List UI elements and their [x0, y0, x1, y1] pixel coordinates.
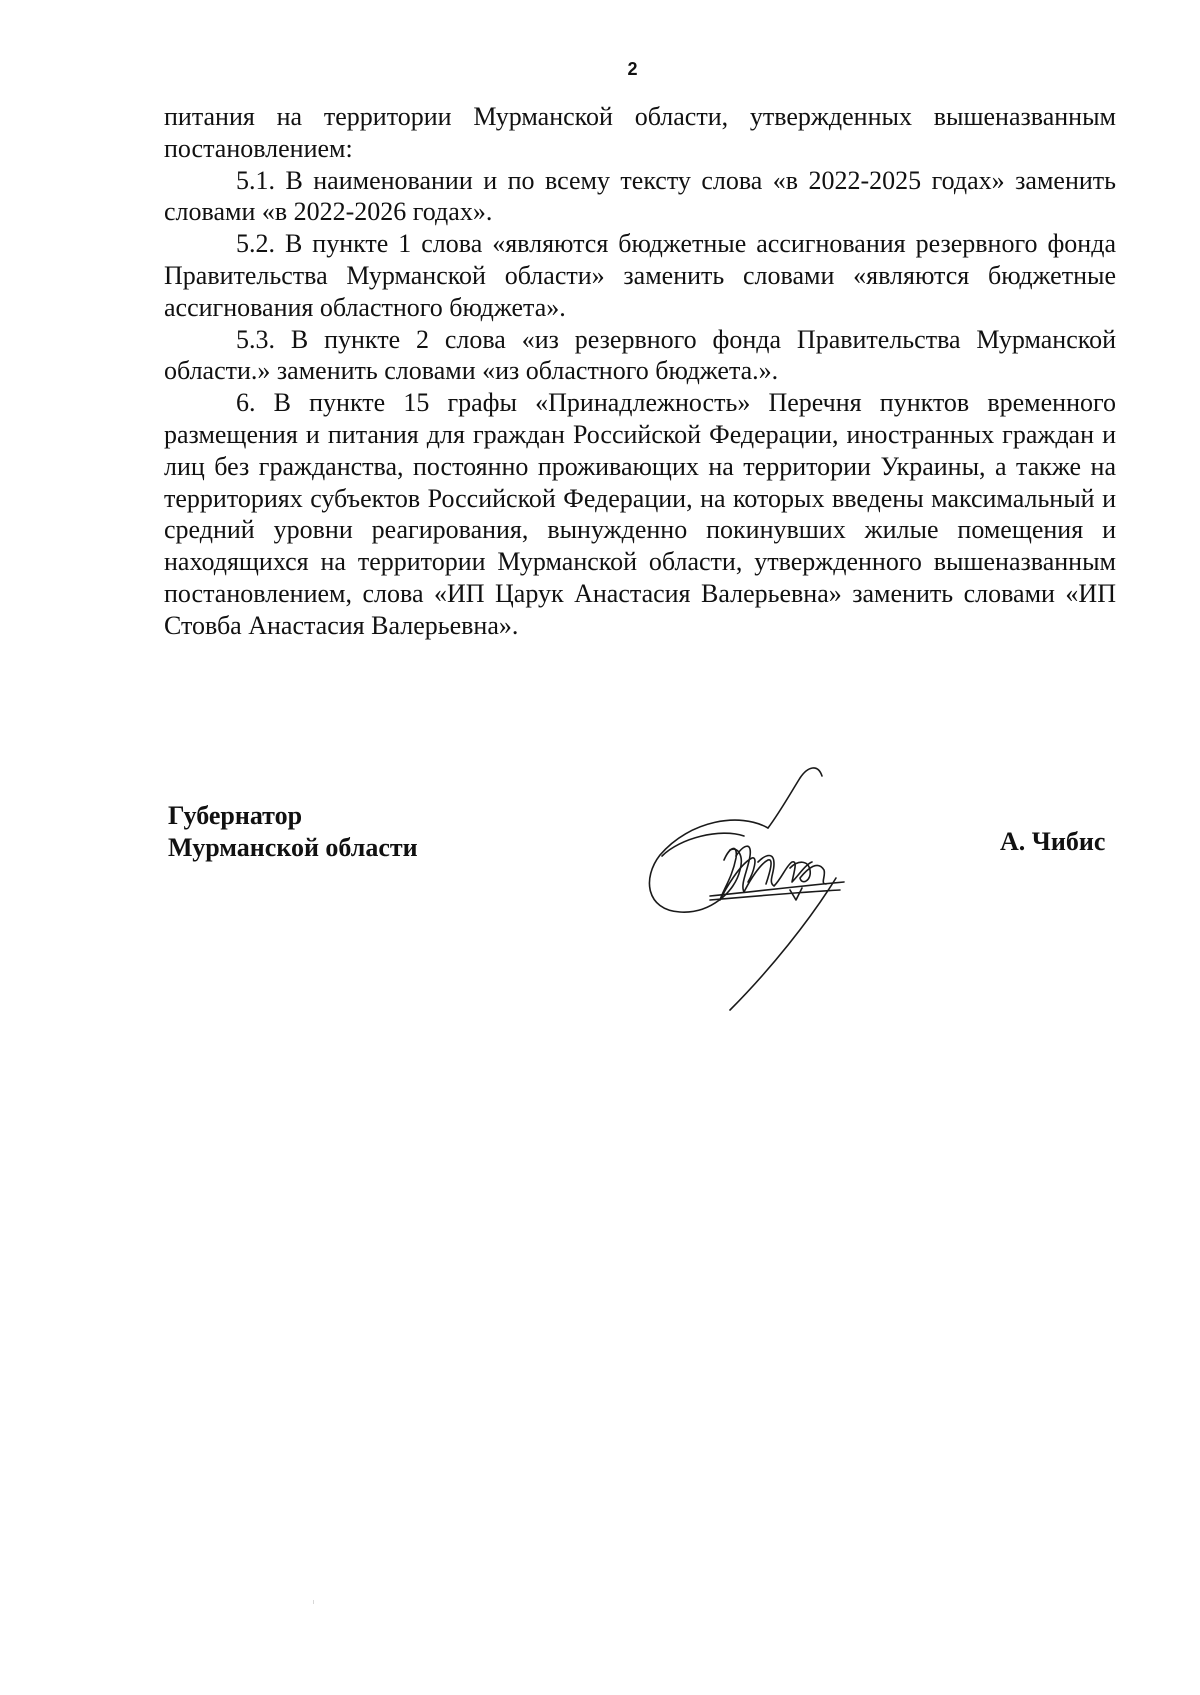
scan-speck [313, 1600, 314, 1604]
signer-position [168, 800, 418, 864]
signer-position-line1: Губернатор [168, 801, 303, 830]
handwritten-signature [640, 760, 900, 1025]
signer-name: А. Чибис [1000, 827, 1106, 856]
paragraph-5-3: 5.3. В пункте 2 слова «из резервного фонда Правительства Мурманской области.» заменить словами «из областного бюджета.». [164, 324, 1116, 386]
page-number: 2 [627, 59, 638, 79]
signer-position-line2: Мурманской области [168, 833, 418, 862]
paragraph-5-2: 5.2. В пункте 1 слова «являются бюджетные ассигнования резервного фонда Правительства Мурманской области» заменить словами «являются бюджетные ассигнования областного бюджета». [164, 229, 1116, 322]
paragraph-continuation: питания на территории Мурманской области, утвержденных вышеназванным постановлением: [164, 102, 1116, 163]
paragraph-6: 6. В пункте 15 графы «Принадлежность» Перечня пунктов временного размещения и питания для граждан Российской Федерации, иностранных граждан и лиц без гражданства, постоянно проживающих на территории Украины, а также на территориях субъектов Российской Федерации, на которых введены максимальный и средний уровни реагирования, вынужденно покинувших жилые помещения и находящихся на территории Мурманской области, утвержденного вышеназванным постановлением, слова «ИП Царук Анастасия Валерьевна» заменить словами «ИП Стовба Анастасия Валерьевна». [164, 388, 1116, 640]
document-body [164, 101, 1116, 642]
paragraph-5-1: 5.1. В наименовании и по всему тексту слова «в 2022-2025 годах» заменить словами «в 2022-2026 годах». [164, 165, 1116, 227]
